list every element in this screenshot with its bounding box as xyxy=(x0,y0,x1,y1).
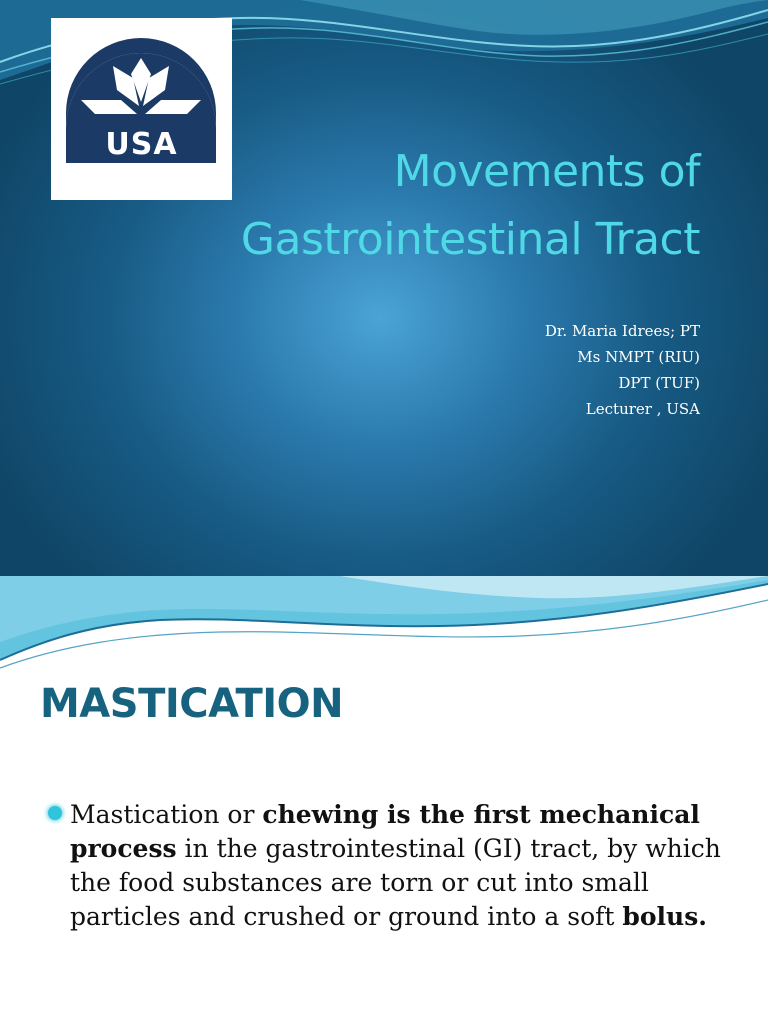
author-line-3: DPT (TUF) xyxy=(618,374,700,392)
author-line-1: Dr. Maria Idrees; PT xyxy=(544,322,700,340)
bullet-item xyxy=(48,798,738,934)
top-wave-decoration-2 xyxy=(0,576,768,676)
author-line-2: Ms NMPT (RIU) xyxy=(577,348,700,366)
bullet-text xyxy=(70,798,738,934)
title-line-2: Gastrointestinal Tract xyxy=(240,214,700,265)
author-line-4: Lecturer , USA xyxy=(585,400,700,418)
title-line-1: Movements of xyxy=(393,146,700,197)
author-block xyxy=(380,318,700,422)
bullet-dot-icon xyxy=(48,806,62,820)
slide-title xyxy=(140,138,700,274)
content-slide xyxy=(0,576,768,1024)
logo-text: USA xyxy=(105,127,178,162)
bullet-text-bold-2: bolus. xyxy=(622,902,707,931)
bullet-text-part-1: Mastication or xyxy=(70,800,263,829)
bullet-text-bold-1: chewing is the first mechanical process xyxy=(70,800,700,863)
slide-heading: MASTICATION xyxy=(40,681,344,727)
bullet-text-part-3: in the gastrointestinal (GI) tract, by which the food substances are torn or cut into small particles and crushed or ground into a soft xyxy=(70,834,721,931)
